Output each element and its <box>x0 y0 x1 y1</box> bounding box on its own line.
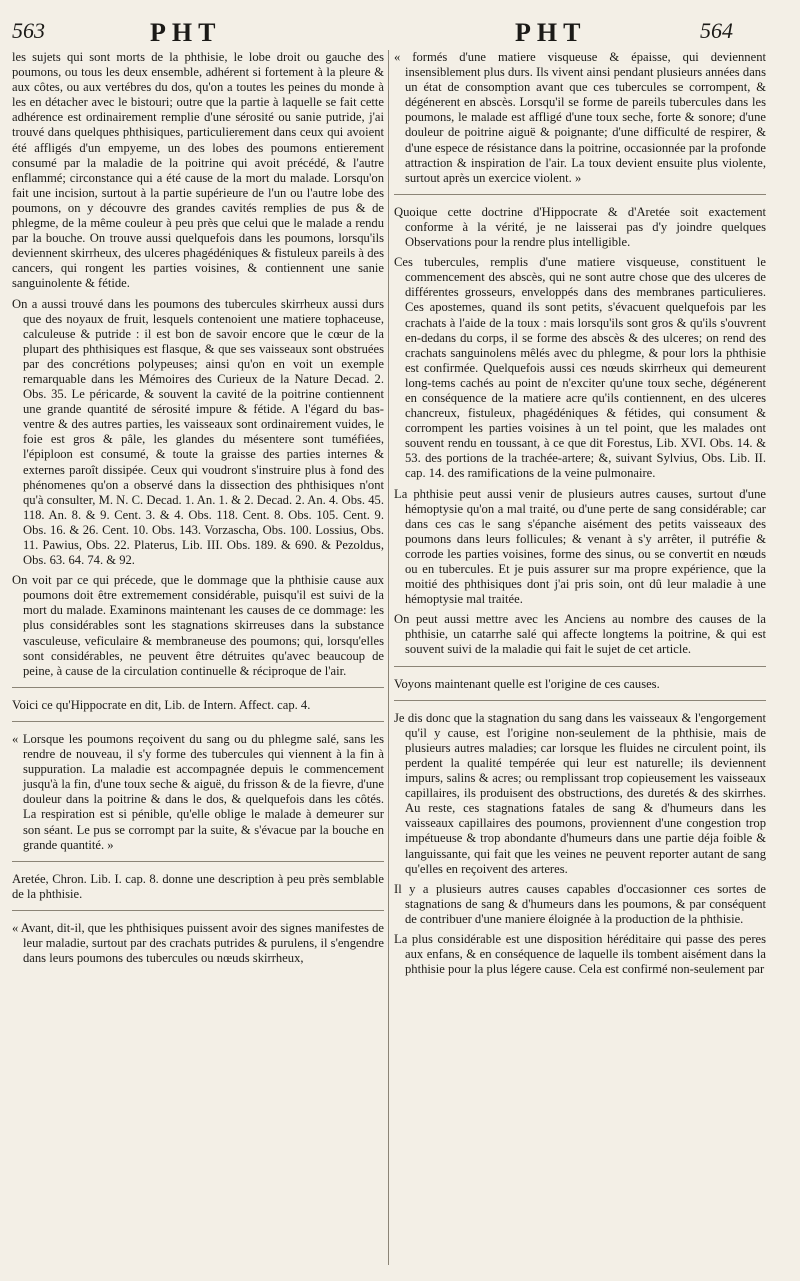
column-divider <box>388 50 389 1265</box>
paragraph: les sujets qui sont morts de la phthisie, le lobe droit ou gauche des poumons, ou tous les deux ensemble, adhérent si fortement à la pleure & aux côtes, ou aux vertébres du dos, qu'on a toutes les peines du monde à les en détacher avec le bistouri; outre que la partie à laquelle se fait cette adhérence est ordinairement remplie d'une sérosité ou sanie putride, j'ai trouvé dans quelques phthisiques, particulierement dans ceux qui avoient été affligés d'un empyeme, un des lobes des poumons entierement consumé par la maladie de la poitrine qui avoit précédé, & l'autre enflammé; circonstance qui a été cause de la mort du malade. Lorsqu'on fait une incision, surtout à la partie supérieure de l'un ou l'autre lobe des poumons, on y découvre des grandes cavités remplies de pus & de phlegme, de la même couleur à peu près que celui que le malade a rendu par la bouche. On trouve aussi quelquefois dans les poumons, lorsqu'ils deviennent skirrheux, des ulceres phagédéniques & fistuleux pareils à des cancers, qui rongent les parties voisines, & contiennent une sanie sanguinolente & fétide. <box>12 50 384 291</box>
left-column <box>12 50 384 971</box>
page-number-right: 564 <box>700 18 733 43</box>
paragraph: Je dis donc que la stagnation du sang dans les vaisseaux & l'engorgement qu'il y cause, est l'origine non-seulement de la phthisie, mais de plusieurs autres maladies; car lorsque les fluides ne circulent point, ils perdent la qualité tempérée qui leur est naturelle; ils deviennent impurs, salins & acres; ou remplissant trop copieusement les vaisseaux capillaires, ils produisent des obstructions, des duretés & des skirrhes. Au reste, ces stagnations fatales de sang & d'humeurs dans les vaisseaux capillaires des poumons, proviennent d'une congestion trop impétueuse & trop abondante d'humeurs dans une partie déja foible & languissante, qui fait que les veines ne peuvent reporter autant de sang qu'elles en reçoivent des arteres. <box>394 710 766 876</box>
section-rule <box>394 666 766 667</box>
page-number-left: 563 <box>12 18 45 43</box>
paragraph: Il y a plusieurs autres causes capables d'occasionner ces sortes de stagnations de sang & d'humeurs dans les poumons, & par conséquent de contribuer d'une maniere éloignée à la production de la phthisie. <box>394 881 766 926</box>
quotation: « formés d'une matiere visqueuse & épaisse, qui deviennent insensiblement plus durs. Ils vivent ainsi pendant plusieurs années dans un état de consomption avant que ces tubercules se corrompent, & dégénerent en abscès. Lorsqu'il se forme de pareils tubercules dans les poumons, le malade est affligé d'une toux seche, forte & sonore; d'une douleur de poitrine aiguë & poignante; d'une difficulté de respirer, & d'une espece de résistance dans la poitrine, occasionnée par la profonde attraction & inspiration de l'air. La toux devient ensuite plus violente, surtout après un exercice violent. » <box>394 50 766 185</box>
paragraph: Quoique cette doctrine d'Hippocrate & d'Aretée soit exactement conforme à la vérité, je ne laisserai pas d'y joindre quelques Observations pour la rendre plus intelligible. <box>394 204 766 250</box>
running-head-left: PHT <box>150 18 222 47</box>
running-head-right: PHT <box>515 18 587 47</box>
paragraph: On voit par ce qui précede, que le dommage que la phthisie cause aux poumons doit être extremement considérable, puisqu'il est suivi de la mort du malade. Examinons maintenant les causes de ce dommage: les plus considérables sont les stagnations skirreuses dans la substance vasculeuse, veficulaire & membraneuse des poumons; qui, lorsqu'elles sont considérables, ne peuvent être détruites qu'avec beaucoup de peine, à cause de la circulation continuelle & réciproque de l'air. <box>12 573 384 678</box>
section-rule <box>12 861 384 862</box>
section-rule <box>394 700 766 701</box>
section-rule <box>394 194 766 195</box>
paragraph: Voyons maintenant quelle est l'origine de ces causes. <box>394 676 660 691</box>
section-rule <box>12 687 384 688</box>
paragraph: Aretée, Chron. Lib. I. cap. 8. donne une description à peu près semblable de la phthisie. <box>12 871 384 901</box>
paragraph: La phthisie peut aussi venir de plusieurs autres causes, surtout d'une hémoptysie qu'on a mal traité, ou d'une perte de sang considérable; car dans ces cas le sang s'épanche aisément des petits vaisseaux des poumons dans leurs follicules; & venant à s'y arrêter, il putréfie & corrode les parties voisines, forme des sinus, ou se convertit en nœuds ou en tubercules. Et je puis assurer sur ma propre expérience, que la moitié des phthisiques dont j'ai pris soin, ont dû leur maladie à une hémoptysie mal traitée. <box>394 486 766 607</box>
paragraph: On a aussi trouvé dans les poumons des tubercules skirrheux aussi durs que des noyaux de fruit, lesquels contenoient une matiere tophaceuse, calculeuse & putride : il est bon de savoir encore que le cœur de la plupart des phthisiques est flasque, & que ses vaisseaux sont obstruées par des concrétions polypeuses; ainsi qu'on en voit un exemple remarquable dans les Mémoires des Curieux de la Nature Decad. 2. Obs. 35. Le péricarde, & souvent la cavité de la poitrine contiennent une grande quantité de sérosité impure & fétide. A l'égard du bas-ventre & des autres parties, les vaisseaux sont ordinairement vuides, le foie est gros & pâle, les glandes du mésentere sont tuméfiées, l'épiploon est consumé, & toute la graisse des parties internes & externes paroît dissipée. Ceux qui voudront s'instruire plus à fond des phénomenes qu'on a observé dans la dissection des phthisiques n'ont qu'à consulter, M. N. C. Decad. 1. An. 1. & 2. Decad. 2. An. 4. Obs. 45. 118. An. 8. & 9. Cent. 3. & 4. Obs. 118. Cent. 8. Obs. 105. Cent. 9. Obs. 16. & 26. Cent. 10. Obs. 143. Vorzascha, Obs. 100. Lossius, Obs. 11. Pawius, Obs. 22. Platerus, Lib. III. Obs. 189. & 690. & Pezoldus, Obs. 63. 64. 74. & 92. <box>12 296 384 568</box>
paragraph: Voici ce qu'Hippocrate en dit, Lib. de Intern. Affect. cap. 4. <box>12 697 311 712</box>
paragraph: Ces tubercules, remplis d'une matiere visqueuse, constituent le commencement des abscès, qui ne sont autre chose que des ulceres de différentes grosseurs, enveloppés dans des membranes particulieres. Ces apostemes, quand ils sont petits, s'évacuent quelquefois par les crachats à l'aide de la toux : mais lorsqu'ils sont gros & qu'ils s'ouvrent en-dedans du corps, il se forme des abscès & des ulceres; on rend des crachats sanguinolens mêlés avec du phlegme, & pour lors la phthisie est confirmée. Quelquefois aussi ces nœuds skirrheux qui demeurent long-tems cachés au point de n'exciter qu'une toux seche, dégénerent en conséquence de la matiere acre qu'ils contiennent, en des ulceres chancreux, fistuleux, phagédéniques & fétides, qui consument & corrompent les parties voisines à un tel point, que les malades ont souvent rendu en toussant, à ce que dit Forestus, Lib. XVI. Obs. 14. & 53. des portions de la trachée-artere; &, suivant Sylvius, Obs. Lib. II. cap. 14. des ramifications de la veine pulmonaire. <box>394 255 766 481</box>
paragraph: On peut aussi mettre avec les Anciens au nombre des causes de la phthisie, un catarrhe salé qui affecte longtems la poitrine, & qui est souvent suivi de la maladie qui fait le sujet de cet article. <box>394 612 766 657</box>
section-rule <box>12 910 384 911</box>
paragraph: La plus considérable est une disposition héréditaire qui passe des peres aux enfans, & en conséquence de laquelle ils tombent aisément dans la phthisie pour la plus légere cause. Cela est confirmé non-seulement par <box>394 931 766 977</box>
quotation: « Avant, dit-il, que les phthisiques puissent avoir des signes manifestes de leur maladie, surtout par des crachats putrides & purulens, il s'engendre dans leurs poumons des tubercules ou nœuds skirrheux, <box>12 920 384 966</box>
quotation: « Lorsque les poumons reçoivent du sang ou du phlegme salé, sans les rendre de nouveau, il s'y forme des tubercules qui viennent à la fin à suppuration. La maladie est accompagnée depuis le commencement jusqu'à la fin, d'une toux seche & aiguë, du frisson & de la fievre, d'une douleur dans la poitrine & dans le dos, & quelquefois dans les côtés. La respiration est si pénible, qu'elle oblige le malade à demeurer sur son séant. Le pus se corrompt par la suite, & s'évacue par la bouche en grande quantité. » <box>12 731 384 852</box>
section-rule <box>12 721 384 722</box>
right-column <box>394 50 766 982</box>
